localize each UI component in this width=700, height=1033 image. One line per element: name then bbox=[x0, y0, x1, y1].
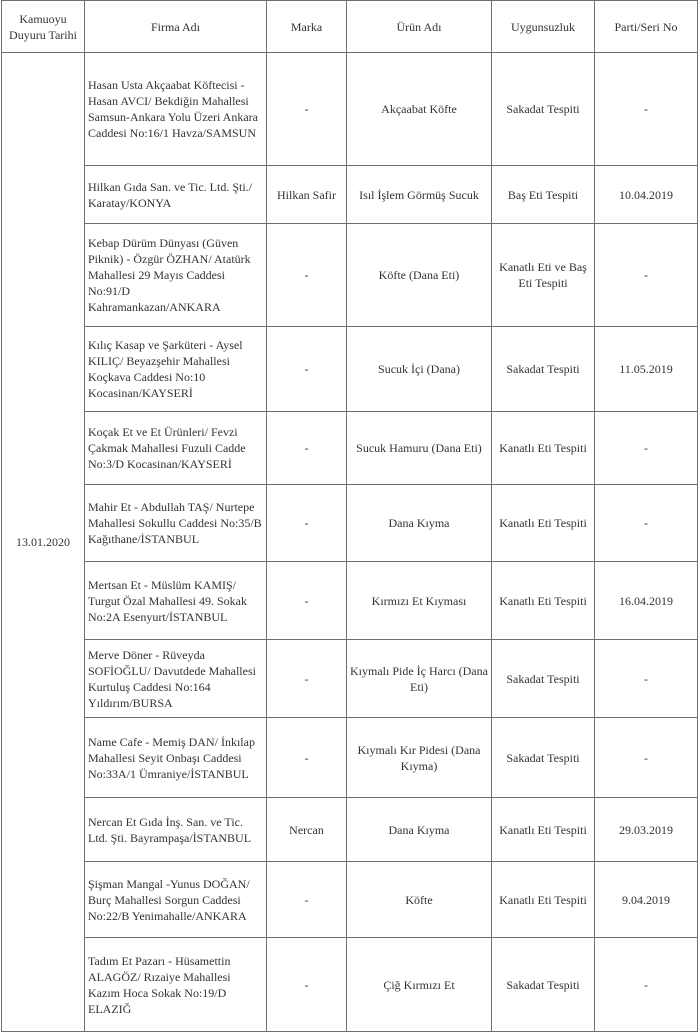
table-row bbox=[2, 166, 698, 224]
brand-cell: - bbox=[267, 485, 347, 562]
brand-cell: Nercan bbox=[267, 798, 347, 862]
header-row bbox=[2, 1, 698, 53]
issue-cell: Sakadat Tespiti bbox=[492, 53, 595, 166]
brand-cell: - bbox=[267, 224, 347, 327]
batch-cell: 29.03.2019 bbox=[595, 798, 698, 862]
product-cell: Köfte (Dana Eti) bbox=[347, 224, 492, 327]
issue-cell: Sakadat Tespiti bbox=[492, 327, 595, 412]
table-row bbox=[2, 327, 698, 412]
issue-cell: Kanatlı Eti Tespiti bbox=[492, 485, 595, 562]
batch-cell: - bbox=[595, 938, 698, 1032]
product-cell: Köfte bbox=[347, 862, 492, 938]
product-cell: Kıymalı Kır Pidesi (Dana Kıyma) bbox=[347, 718, 492, 798]
header-firm: Firma Adı bbox=[85, 1, 267, 53]
batch-cell: 16.04.2019 bbox=[595, 562, 698, 640]
table-row bbox=[2, 718, 698, 798]
firm-cell: Nercan Et Gıda İnş. San. ve Tic. Ltd. Şti. Bayrampaşa/İSTANBUL bbox=[85, 798, 267, 862]
table-row bbox=[2, 562, 698, 640]
issue-cell: Kanatlı Eti Tespiti bbox=[492, 862, 595, 938]
issue-cell: Kanatlı Eti Tespiti bbox=[492, 562, 595, 640]
issue-cell: Sakadat Tespiti bbox=[492, 718, 595, 798]
batch-cell: 11.05.2019 bbox=[595, 327, 698, 412]
product-cell: Dana Kıyma bbox=[347, 485, 492, 562]
announcement-date: 13.01.2020 bbox=[2, 53, 85, 1032]
issue-cell: Kanatlı Eti Tespiti bbox=[492, 798, 595, 862]
issue-cell: Baş Eti Tespiti bbox=[492, 166, 595, 224]
brand-cell: - bbox=[267, 53, 347, 166]
product-cell: Kırmızı Et Kıyması bbox=[347, 562, 492, 640]
batch-cell: - bbox=[595, 718, 698, 798]
batch-cell: - bbox=[595, 412, 698, 485]
issue-cell: Sakadat Tespiti bbox=[492, 938, 595, 1032]
batch-cell: - bbox=[595, 53, 698, 166]
product-cell: Akçaabat Köfte bbox=[347, 53, 492, 166]
table-row bbox=[2, 640, 698, 718]
table-row bbox=[2, 485, 698, 562]
product-cell: Çiğ Kırmızı Et bbox=[347, 938, 492, 1032]
brand-cell: - bbox=[267, 640, 347, 718]
header-date: Kamuoyu Duyuru Tarihi bbox=[2, 1, 85, 53]
header-brand: Marka bbox=[267, 1, 347, 53]
table-row bbox=[2, 412, 698, 485]
firm-cell: Şişman Mangal -Yunus DOĞAN/ Burç Mahallesi Sorgun Caddesi No:22/B Yenimahalle/ANKARA bbox=[85, 862, 267, 938]
issue-cell: Kanatlı Eti Tespiti bbox=[492, 412, 595, 485]
firm-cell: Kılıç Kasap ve Şarküteri - Aysel KILIÇ/ Beyazşehir Mahallesi Koçkava Caddesi No:10 Kocasinan/KAYSERİ bbox=[85, 327, 267, 412]
brand-cell: - bbox=[267, 718, 347, 798]
firm-cell: Mahir Et - Abdullah TAŞ/ Nurtepe Mahallesi Sokullu Caddesi No:35/B Kağıthane/İSTANBUL bbox=[85, 485, 267, 562]
brand-cell: - bbox=[267, 938, 347, 1032]
firm-cell: Mertsan Et - Müslüm KAMIŞ/ Turgut Özal Mahallesi 49. Sokak No:2A Esenyurt/İSTANBUL bbox=[85, 562, 267, 640]
table-row bbox=[2, 53, 698, 166]
firm-cell: Tadım Et Pazarı - Hüsamettin ALAGÖZ/ Rızaiye Mahallesi Kazım Hoca Sokak No:19/D ELAZIĞ bbox=[85, 938, 267, 1032]
brand-cell: - bbox=[267, 327, 347, 412]
header-product: Ürün Adı bbox=[347, 1, 492, 53]
firm-cell: Name Cafe - Memiş DAN/ İnkılap Mahallesi Seyit Onbaşı Caddesi No:33A/1 Ümraniye/İSTANBUL bbox=[85, 718, 267, 798]
brand-cell: - bbox=[267, 412, 347, 485]
table-row bbox=[2, 224, 698, 327]
brand-cell: Hilkan Safir bbox=[267, 166, 347, 224]
firm-cell: Hilkan Gıda San. ve Tic. Ltd. Şti./ Karatay/KONYA bbox=[85, 166, 267, 224]
product-cell: Sucuk Hamuru (Dana Eti) bbox=[347, 412, 492, 485]
batch-cell: 10.04.2019 bbox=[595, 166, 698, 224]
product-cell: Dana Kıyma bbox=[347, 798, 492, 862]
batch-cell: - bbox=[595, 485, 698, 562]
firm-cell: Hasan Usta Akçaabat Köftecisi - Hasan AVCI/ Bekdiğin Mahallesi Samsun-Ankara Yolu Üzeri Ankara Caddesi No:16/1 Havza/SAMSUN bbox=[85, 53, 267, 166]
header-batch: Parti/Seri No bbox=[595, 1, 698, 53]
firm-cell: Kebap Dürüm Dünyası (Güven Piknik) - Özgür ÖZHAN/ Atatürk Mahallesi 29 Mayıs Caddesi No:91/D Kahramankazan/ANKARA bbox=[85, 224, 267, 327]
brand-cell: - bbox=[267, 562, 347, 640]
issue-cell: Kanatlı Eti ve Baş Eti Tespiti bbox=[492, 224, 595, 327]
header-issue: Uygunsuzluk bbox=[492, 1, 595, 53]
issue-cell: Sakadat Tespiti bbox=[492, 640, 595, 718]
recall-table bbox=[1, 0, 698, 1032]
product-cell: Isıl İşlem Görmüş Sucuk bbox=[347, 166, 492, 224]
table-row bbox=[2, 938, 698, 1032]
firm-cell: Koçak Et ve Et Ürünleri/ Fevzi Çakmak Mahallesi Fuzuli Cadde No:3/D Kocasinan/KAYSERİ bbox=[85, 412, 267, 485]
batch-cell: - bbox=[595, 224, 698, 327]
batch-cell: - bbox=[595, 640, 698, 718]
brand-cell: - bbox=[267, 862, 347, 938]
table-row bbox=[2, 798, 698, 862]
product-cell: Kıymalı Pide İç Harcı (Dana Eti) bbox=[347, 640, 492, 718]
batch-cell: 9.04.2019 bbox=[595, 862, 698, 938]
table-row bbox=[2, 862, 698, 938]
firm-cell: Merve Döner - Rüveyda SOFİOĞLU/ Davutdede Mahallesi Kurtuluş Caddesi No:164 Yıldırım/BURSA bbox=[85, 640, 267, 718]
product-cell: Sucuk İçi (Dana) bbox=[347, 327, 492, 412]
